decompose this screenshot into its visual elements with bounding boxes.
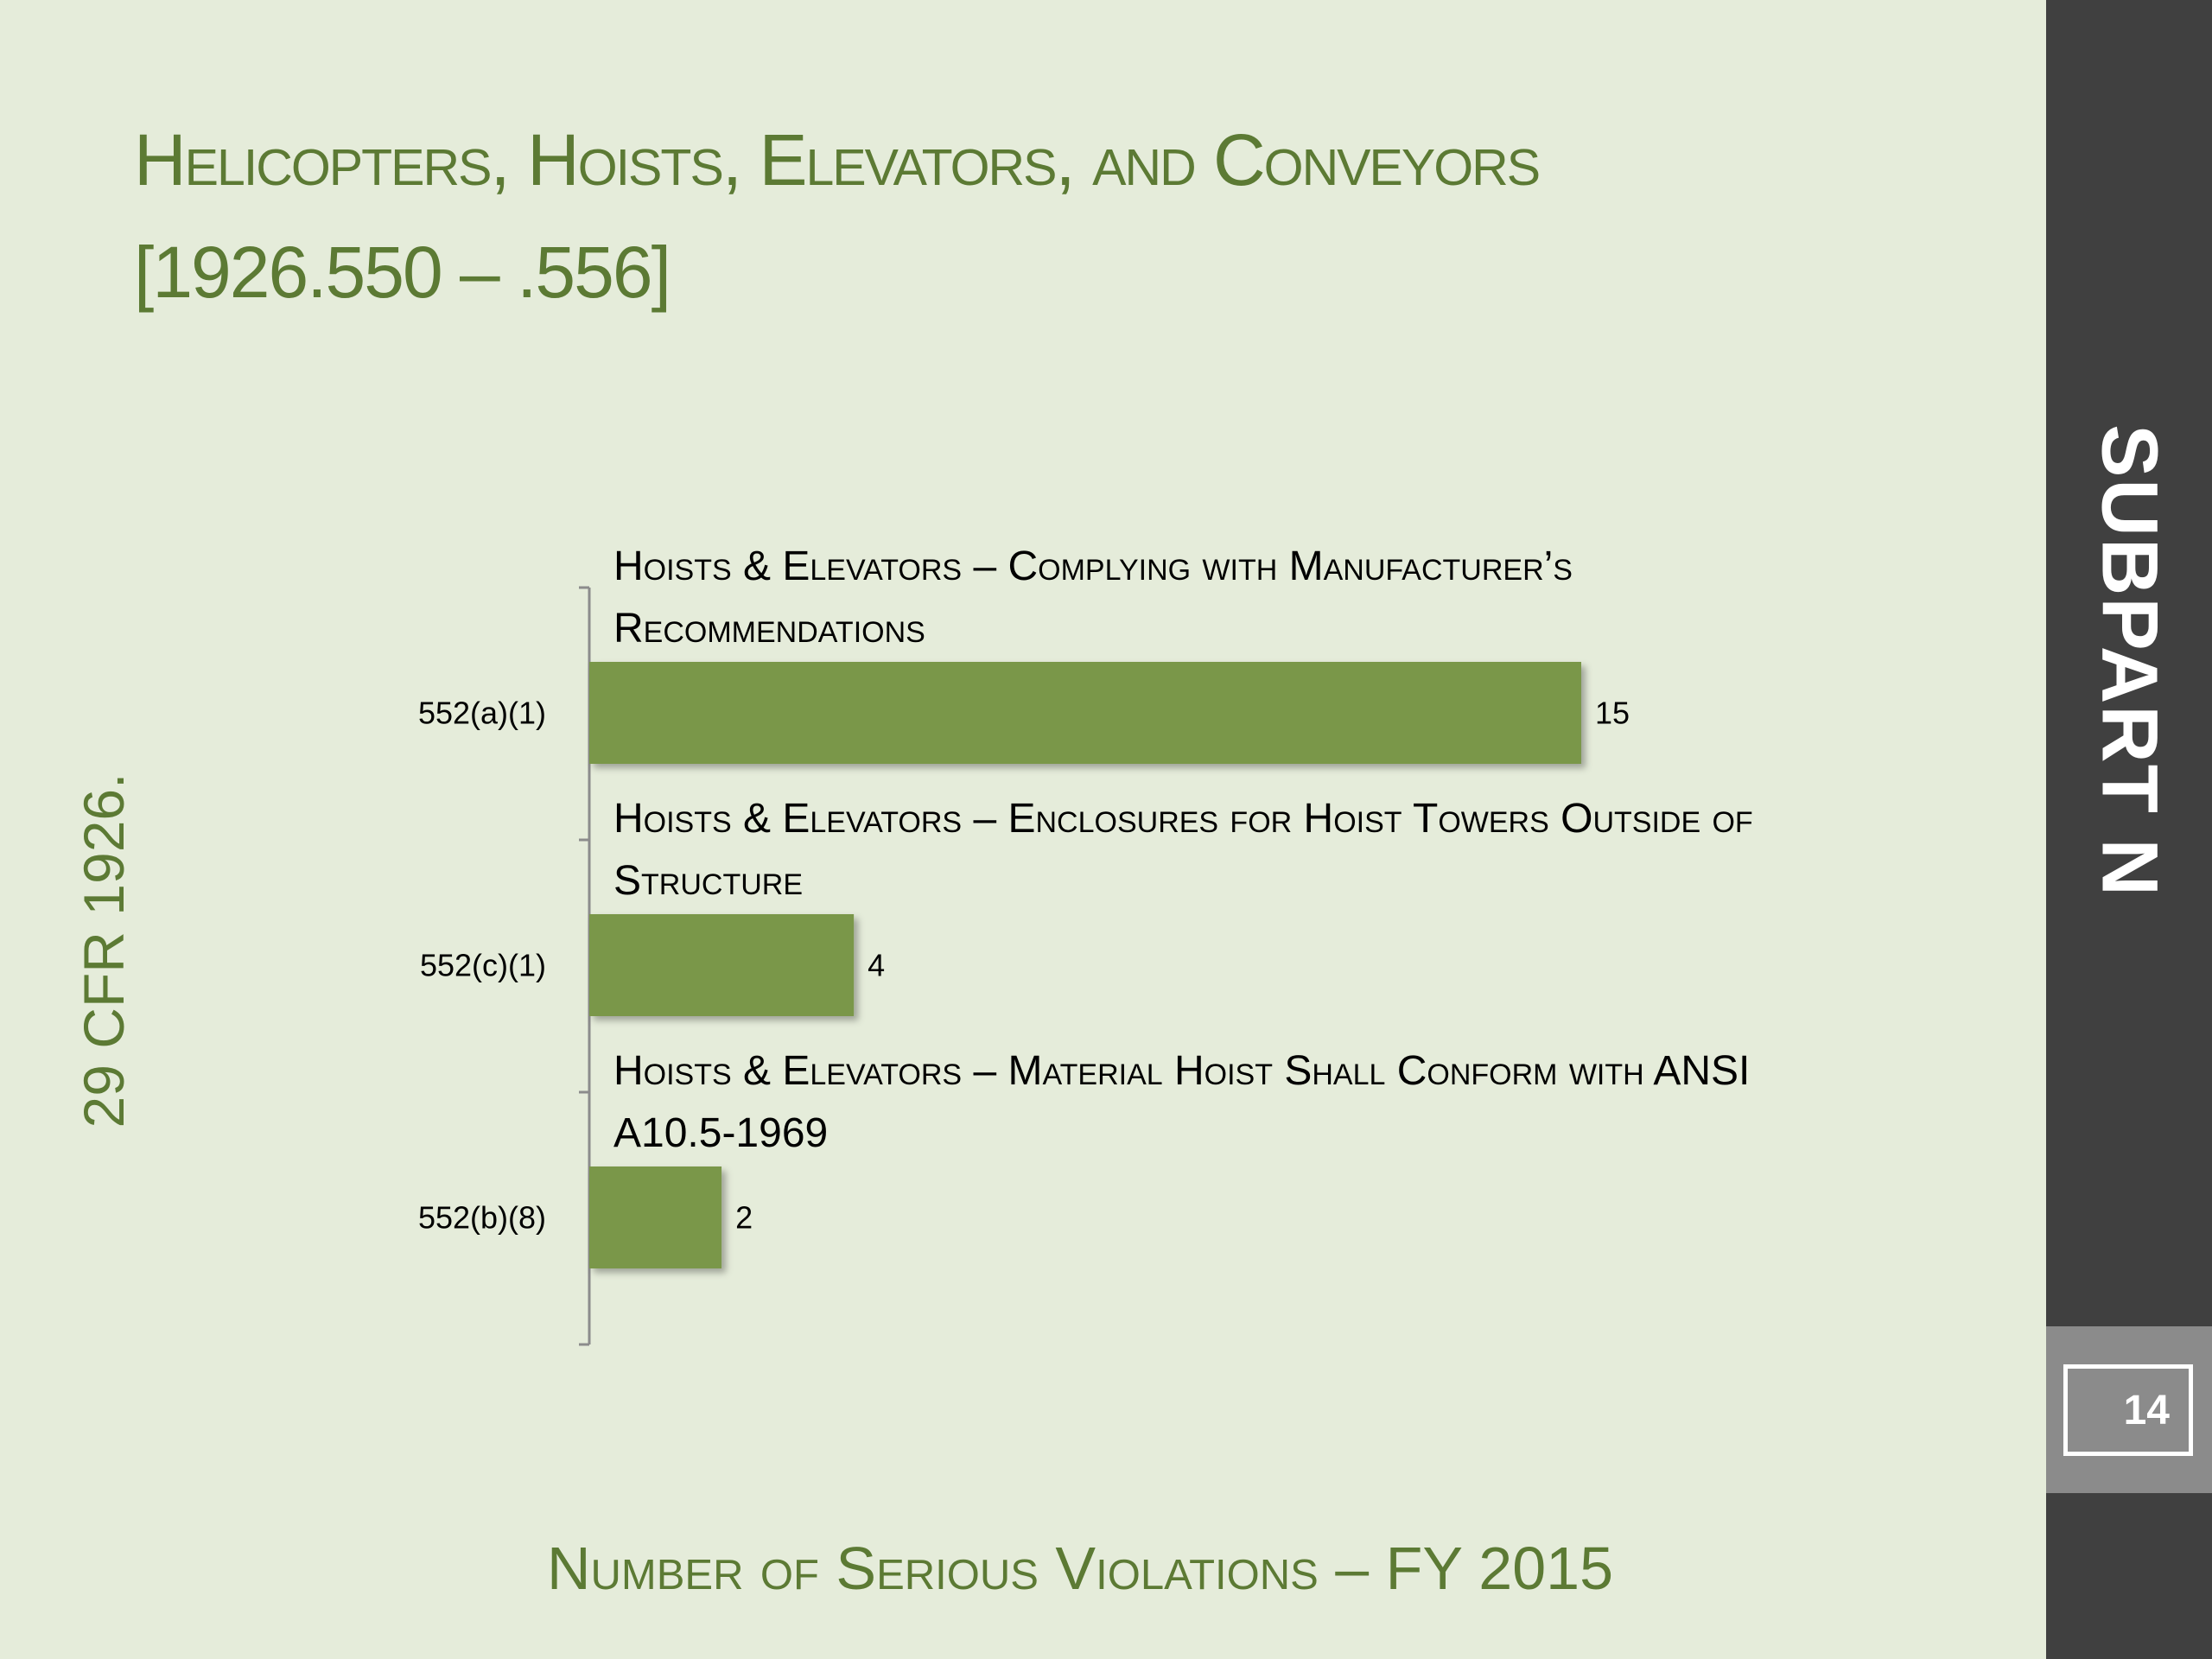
slide-title-line1: Helicopters, Hoists, Elevators, and Conveyors — [134, 119, 1540, 200]
chart-category-label: 552(a)(1) — [417, 695, 546, 731]
right-panel — [2046, 0, 2212, 1659]
chart-value-label: 15 — [1595, 695, 1630, 731]
chart-value-label: 2 — [735, 1199, 753, 1236]
chart-category-label: 552(b)(8) — [417, 1199, 546, 1236]
chart-bar — [589, 914, 854, 1016]
chart-category-title: Hoists & Elevators – Complying with Manufacturer’s Recommendations — [613, 543, 1573, 652]
chart-bar — [589, 662, 1581, 764]
chart-footer-caption: Number of Serious Violations – FY 2015 — [546, 1535, 1614, 1602]
chart-category-title: Hoists & Elevators – Material Hoist Shall Conform with ANSI A10.5-1969 — [613, 1048, 1751, 1156]
page-number-band — [2046, 1326, 2212, 1493]
slide-title-line2: [1926.550 – .556] — [134, 232, 670, 313]
chart-bar — [589, 1166, 721, 1268]
chart-category-label: 552(c)(1) — [419, 947, 546, 983]
chart-category-title: Hoists & Elevators – Enclosures for Hoist Towers Outside of Structure — [613, 796, 1753, 904]
side-caption: 29 CFR 1926. — [72, 772, 136, 1128]
subpart-label: SUBPART N — [2085, 424, 2174, 898]
page-number: 14 — [2063, 1364, 2193, 1456]
chart-value-label: 4 — [868, 947, 886, 983]
